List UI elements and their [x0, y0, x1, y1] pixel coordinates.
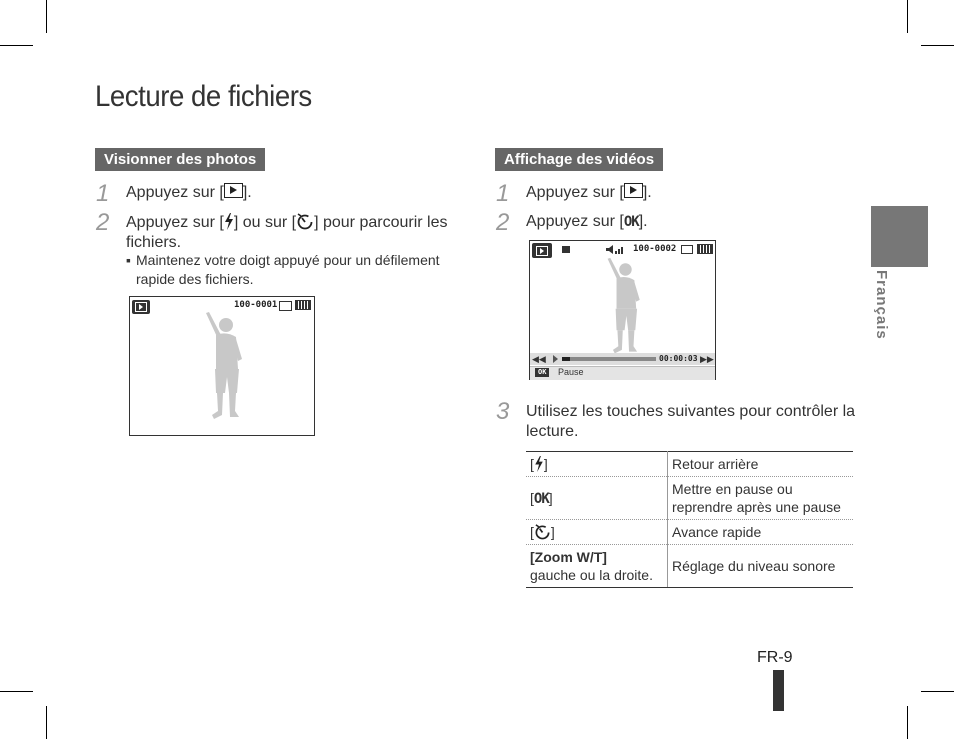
language-tab — [871, 206, 928, 267]
action-cell: Mettre en pause ou reprendre après une pause — [668, 477, 854, 520]
flash-icon — [224, 213, 234, 230]
crop-mark — [46, 706, 47, 739]
play-mode-icon — [532, 243, 552, 258]
flash-icon — [534, 456, 544, 472]
ok-button-hint: OK — [535, 368, 549, 377]
play-icon — [624, 183, 643, 198]
section-heading-videos: Affichage des vidéos — [495, 148, 663, 171]
step-number: 2 — [496, 209, 510, 236]
step-text: Appuyez sur [ ]. — [526, 184, 652, 201]
crop-mark — [921, 691, 954, 692]
pause-label: Pause — [558, 367, 584, 377]
action-cell: Avance rapide — [668, 520, 854, 545]
memory-icon — [681, 245, 693, 254]
step-text: Utilisez les touches suivantes pour contrôler la lecture. — [526, 403, 856, 440]
crop-mark — [907, 706, 908, 739]
page-marker — [773, 670, 784, 711]
memory-icon — [279, 301, 292, 311]
table-row — [526, 520, 853, 545]
time-display: 00:00:03 — [659, 354, 698, 363]
page-title: Lecture de fichiers — [95, 80, 312, 113]
crop-mark — [907, 0, 908, 33]
camera-screen-photo — [129, 296, 315, 436]
file-counter: 100-0001 — [234, 300, 278, 310]
section-heading-photos: Visionner des photos — [95, 148, 265, 171]
ok-key: OK — [623, 214, 639, 230]
step-number: 2 — [96, 209, 110, 236]
table-row — [526, 477, 853, 520]
play-icon — [224, 183, 243, 198]
volume-icon — [606, 244, 626, 255]
step-number: 3 — [496, 398, 510, 425]
bullet-mark: ▪ — [126, 252, 131, 268]
fast-forward-icon: ▶▶ — [700, 354, 714, 364]
action-cell: Retour arrière — [668, 452, 854, 477]
battery-icon — [295, 300, 311, 310]
controls-table — [526, 451, 853, 588]
play-mode-icon — [132, 300, 150, 314]
key-cell: [ ] — [526, 520, 668, 545]
crop-mark — [921, 45, 954, 46]
key-cell: [Zoom W/T] gauche ou la droite. — [526, 545, 668, 588]
page-number: FR-9 — [757, 649, 793, 666]
movie-icon — [562, 246, 570, 253]
step-text: Appuyez sur [ ] ou sur [ ] pour parcourir les fichiers. — [126, 214, 448, 251]
file-counter: 100-0002 — [633, 244, 677, 254]
progress-fill — [562, 357, 570, 361]
step-text: Appuyez sur [OK]. — [526, 213, 648, 230]
action-cell: Réglage du niveau sonore — [668, 545, 854, 588]
step-number: 1 — [496, 180, 510, 207]
timer-icon — [534, 523, 551, 540]
bullet-text: Maintenez votre doigt appuyé pour un défilement rapide des fichiers. — [136, 252, 440, 287]
play-small-icon — [553, 355, 558, 363]
step-number: 1 — [96, 180, 110, 207]
progress-track — [562, 357, 656, 361]
rewind-icon: ◀◀ — [532, 354, 546, 364]
person-silhouette — [596, 257, 646, 357]
battery-icon — [697, 244, 713, 254]
camera-screen-video — [529, 240, 716, 380]
key-cell: [OK] — [526, 477, 668, 520]
person-silhouette — [196, 311, 246, 423]
key-cell: [ ] — [526, 452, 668, 477]
table-row — [526, 545, 853, 588]
table-row — [526, 452, 853, 477]
crop-mark — [0, 691, 33, 692]
crop-mark — [46, 0, 47, 33]
crop-mark — [0, 45, 33, 46]
timer-icon — [296, 212, 314, 230]
language-label: Français — [873, 270, 890, 340]
step-text: Appuyez sur [ ]. — [126, 184, 252, 201]
